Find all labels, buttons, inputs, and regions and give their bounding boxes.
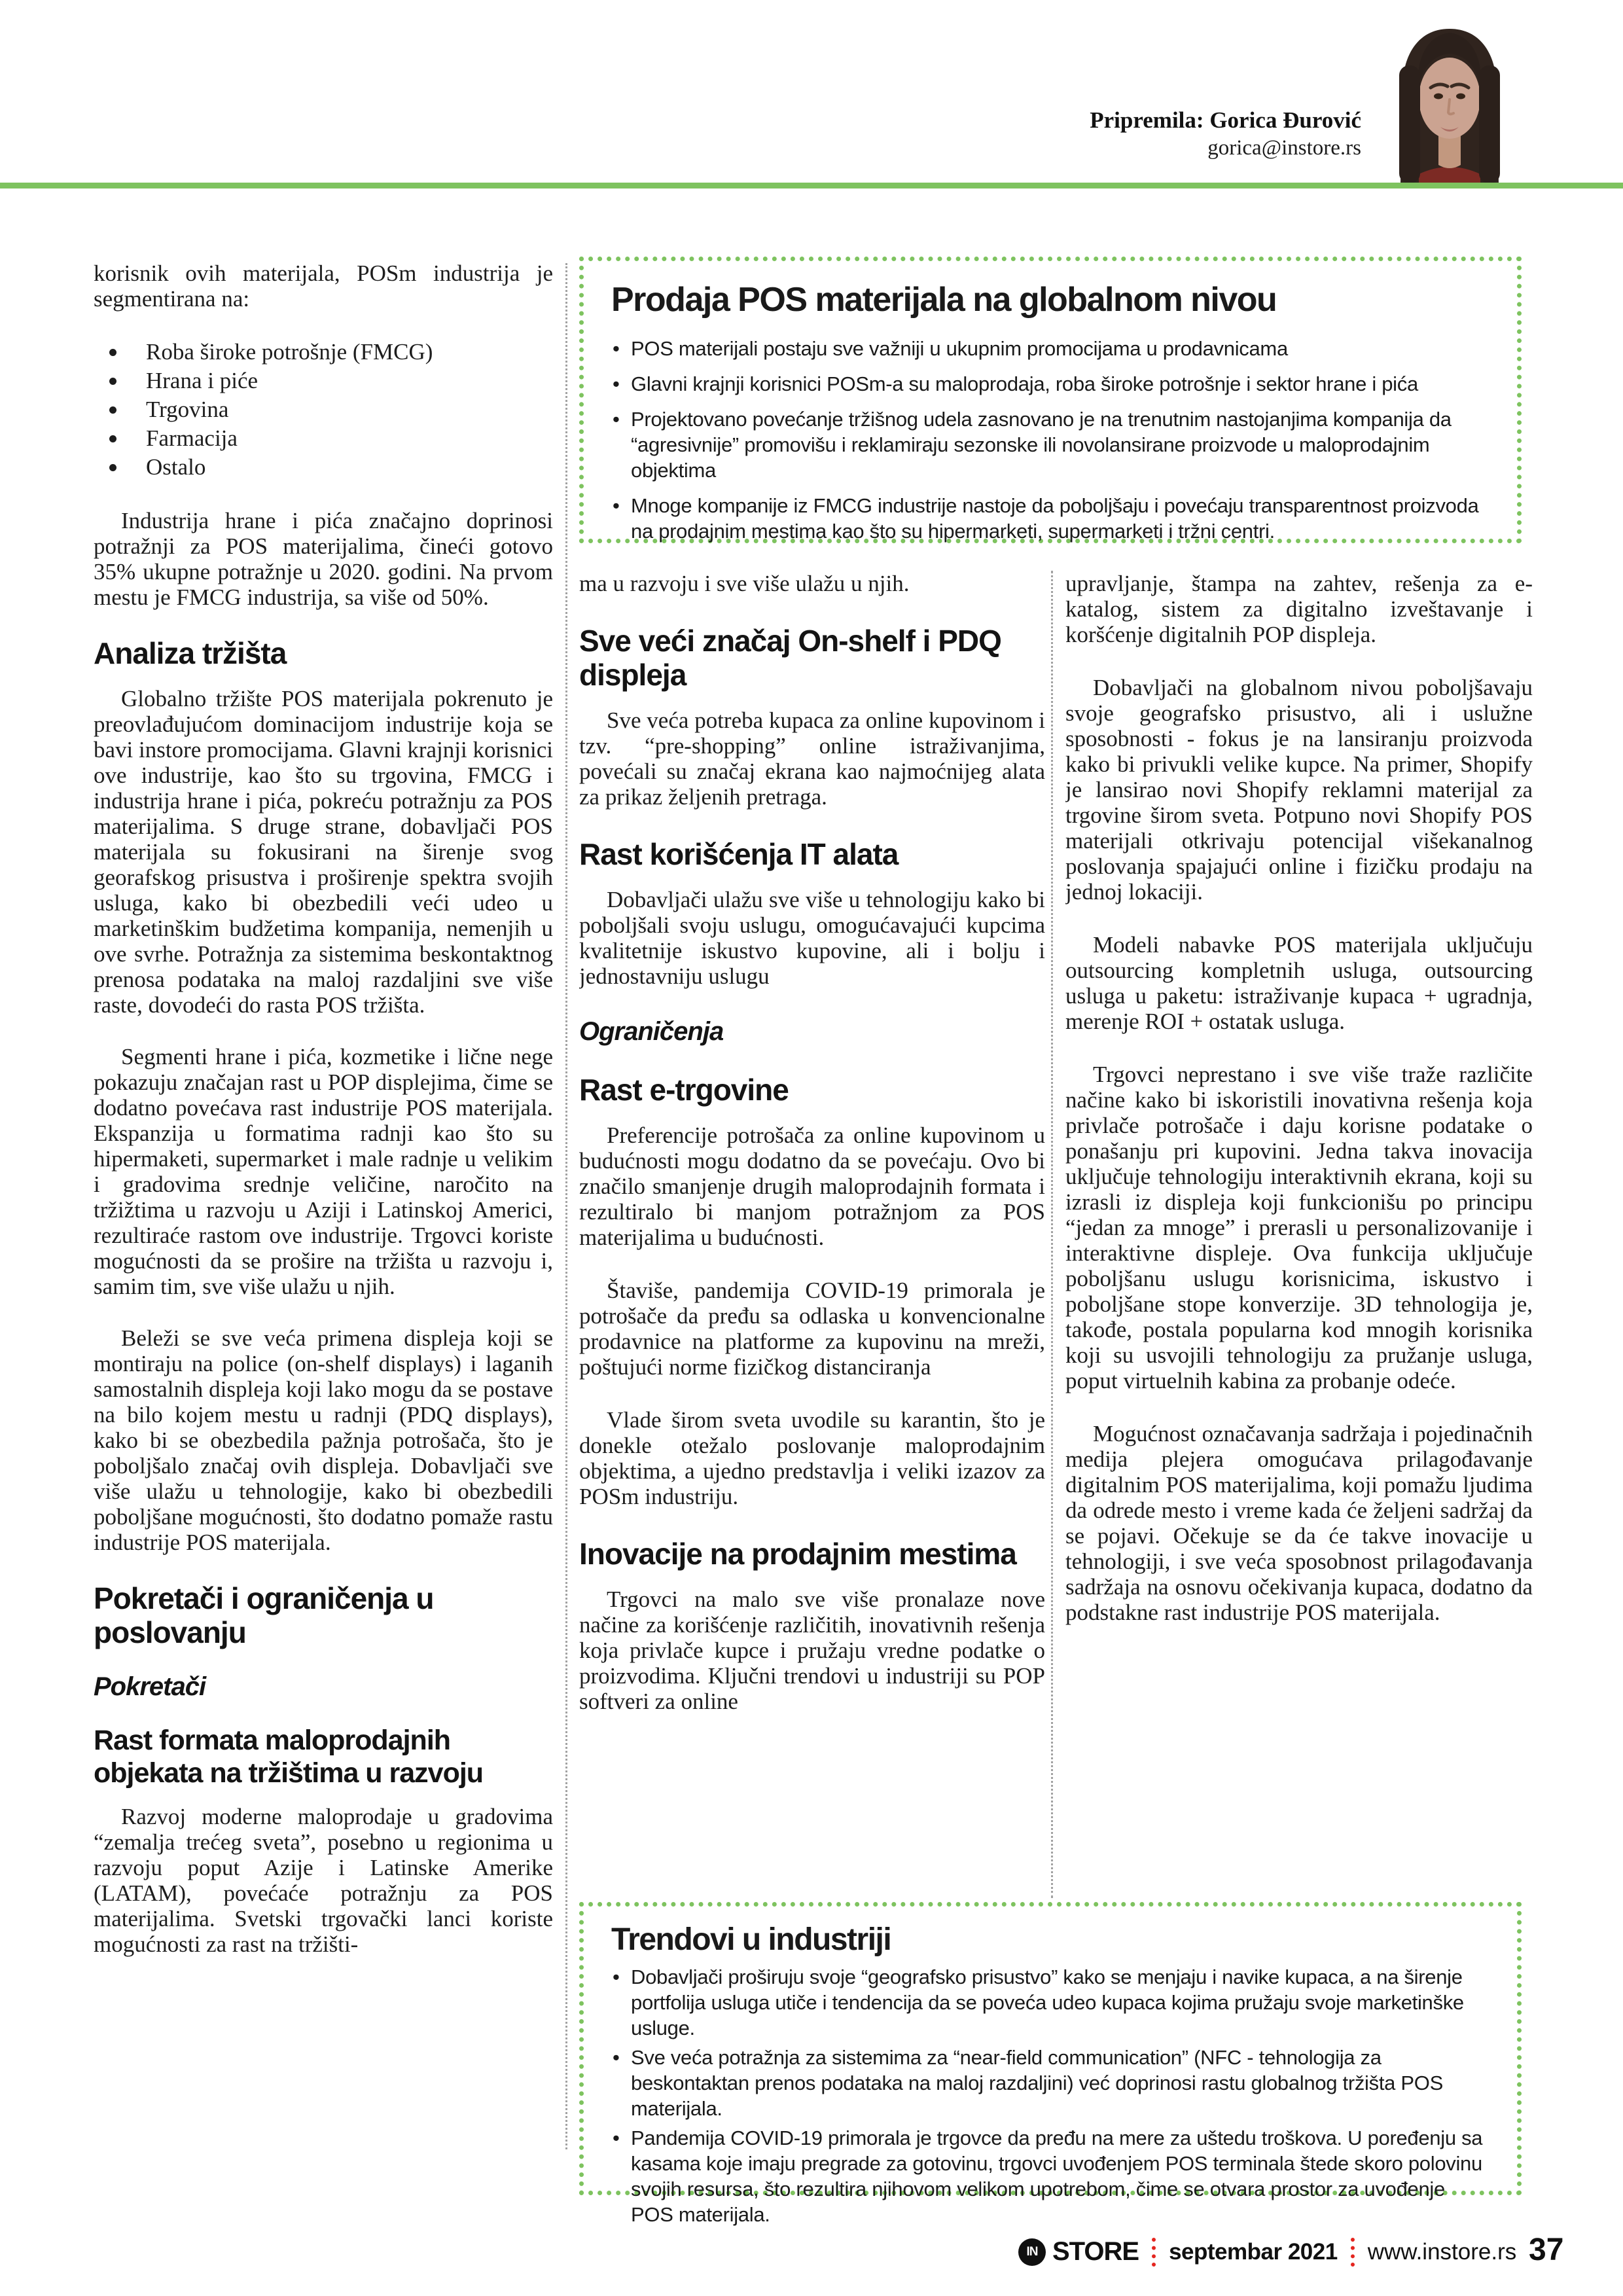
paragraph: Sve veća potreba kupaca za online kupovinom i tzv. “pre-shopping” online istraživanjima, povećali su značaj ekrana kao najmoćnijeg alata za prikaz željenih pretraga. bbox=[579, 708, 1045, 810]
list-item: Trgovina bbox=[94, 395, 553, 424]
brand-name: STORE bbox=[1052, 2237, 1139, 2266]
list-item: Farmacija bbox=[94, 424, 553, 453]
box-bullet: • Dobavljači proširuju svoje “geografsko prisustvo” kako se menjaju i navike kupaca, a na širenje portfolija usluga utiče i tendencija da se poveća udeo kupaca kojima pružaju svoje marketinške usluge. bbox=[611, 1964, 1489, 2041]
page-footer bbox=[1018, 2237, 1516, 2267]
byline-author: Pripremila: Gorica Đurović bbox=[1090, 107, 1361, 133]
issue-date: septembar 2021 bbox=[1169, 2238, 1338, 2265]
segment-list bbox=[94, 338, 553, 482]
paragraph: Beleži se sve veća primena displeja koji se montiraju na police (on-shelf displays) i laganih samostalnih displeja koji lako mogu da se postave na bilo kojem mestu u radnji (PDQ displays), kako bi se obezbedila pažnja potrošača, što je poboljšalo značaj ovih displeja. Dobavljači sve više ulažu u tehnologije, kako bi obezbedili poboljšane mogućnosti, što dodatno pomaže rastu industrije POS materijala. bbox=[94, 1325, 553, 1555]
paragraph: Globalno tržište POS materijala pokrenuto je preovlađujućom dominacijom industrije koja se bavi instore promocijama. Glavni krajnji korisnici ove industrije, kao što su trgovina, FMCG i industrija hrane i pića, pokreću potražnju za POS materijalima. S druge strane, dobavljači POS materijala su fokusirani na širenje svog georafskog prisustva i proširenje spektra svojih usluga, kako bi obezbedili veći udeo u marketinškim budžetima kompanija, nemenjih u ove svrhe. Potražnja za sistemima beskontaktnog prenosa podataka na maloj razdaljini sve više raste, dovodeći do rasta POS tržišta. bbox=[94, 686, 553, 1018]
section-heading-pokretaci-i-ogranicenja: Pokretači i ograničenja u poslovanju bbox=[94, 1581, 434, 1649]
article-column-left bbox=[94, 260, 553, 2152]
section-heading-rast-etrgovine: Rast e-trgovine bbox=[579, 1073, 789, 1107]
box-bullet: • Mnoge kompanije iz FMCG industrije nastoje da poboljšaju i povećaju transparentnost proizvoda na prodajnim mestima kao što su hipermarketi, supermarketi i tržni centri. bbox=[611, 493, 1489, 544]
paragraph: Razvoj moderne maloprodaje u gradovima “zemalja trećeg sveta”, posebno u regionima u razvoju poput Azije i Latinske Amerike (LATAM), povećaće potražnju za POS materijalima. Svetski trgovački lanci koriste mogućnosti za rast na tržišti- bbox=[94, 1804, 553, 1957]
portrait-photo-image bbox=[1383, 22, 1516, 183]
section-heading-it-alata: Rast korišćenja IT alata bbox=[579, 837, 899, 871]
subheading-ogranicenja: Ograničenja bbox=[579, 1017, 724, 1046]
paragraph-continuation: upravljanje, štampa na zahtev, rešenja za e-katalog, sistem za digitalno izveštavanje i koršćenje digitalnih POP displeja. bbox=[1065, 571, 1533, 647]
list-item: Hrana i piće bbox=[94, 367, 553, 395]
paragraph: Segmenti hrane i pića, kozmetike i lične nege pokazuju značajan rast u POP displejima, čime se dodatno povećava rast industrije POS materijala. Ekspanzija u formatima radnji kao što su hipermaketi, supermarket i male radnje u velikim i gradovima srednje veličine, naročito na tržižtima u razvoju u Aziji i Latinskoj Americi, rezultiraće rastom ove industrije. Trgovci koriste mogućnosti da se prošire na tržišta u razvoju i, samim tim, sve više ulažu u njih. bbox=[94, 1044, 553, 1299]
box-bullet: • Sve veća potražnja za sistemima za “near-field communication” (NFC - tehnologija za beskontaktan prenos podataka na maloj razdaljini) već doprinosi rastu globalnog tržišta POS materijala. bbox=[611, 2045, 1489, 2121]
box-bullet-list bbox=[611, 1964, 1489, 2227]
box-bullet: • POS materijali postaju sve važniji u ukupnim promocijama u prodavnicama bbox=[611, 336, 1489, 361]
section-heading-onshelf-pdq: Sve veći značaj On-shelf i PDQ displeja bbox=[579, 624, 1001, 692]
paragraph-intro: korisnik ovih materijala, POSm industrija je segmentirana na: bbox=[94, 260, 553, 312]
dotted-separator-icon bbox=[1351, 2238, 1355, 2267]
paragraph: Trgovci na malo sve više pronalaze nove načine za korišćenje različitih, inovativnih rešenja koja privlače kupce i pružaju vredne podatke o proizvodima. Ključni trendovi u industriji su POP softveri za online bbox=[579, 1587, 1045, 1714]
section-heading-analiza-trzista: Analiza tržišta bbox=[94, 636, 287, 670]
box-bullet-list bbox=[611, 336, 1489, 544]
byline-email: gorica@instore.rs bbox=[1207, 136, 1361, 160]
paragraph: Vlade širom sveta uvodile su karantin, što je donekle otežalo poslovanje maloprodajnim objektima, a ujedno predstavlja i veliki izazov za POSm industriju. bbox=[579, 1407, 1045, 1509]
paragraph: Preferencije potrošača za online kupovinom u budućnosti mogu dodatno da se povećaju. Ovo bi značilo smanjenje drugih maloprodajnih formata i rezultiralo bi manjom potražnjom za POS materijalima u budućnosti. bbox=[579, 1122, 1045, 1250]
page-number: 37 bbox=[1529, 2233, 1564, 2267]
column-divider bbox=[1051, 571, 1053, 1898]
box-bullet: • Projektovano povećanje tržišnog udela zasnovano je na trenutnim nastojanjima kompanija da “agresivnije” promovišu i reklamiraju sezonske ili novolansirane proizvode u maloprodajnim objektima bbox=[611, 406, 1489, 483]
list-item: Ostalo bbox=[94, 453, 553, 482]
box-bullet: • Pandemija COVID-19 primorala je trgovce da pređu na mere za uštedu troškova. U poređenju sa kasama koje imaju pregrade za gotovinu, trgovci uvođenjem POS terminala štede skoro polovinu svojih resursa, što rezultira njihovom velikom upotrebom, čime se otvara prostor za uvođenje POS materijala. bbox=[611, 2125, 1489, 2227]
list-item: Roba široke potrošnje (FMCG) bbox=[94, 338, 553, 367]
dotted-separator-icon bbox=[1152, 2238, 1156, 2267]
paragraph: Mogućnost označavanja sadržaja i pojedinačnih medija plejera omogućava prilagođavanje digitalnim POS materijalima, koji pomažu ljudima da odrede mesto i vreme kada će željeni sadržaj da se pojavi. Očekuje se da će takve inovacije u tehnologiji, i sve veća sposobnost prilagođavanja sadržaja na osnovu očekivanja kupaca, dodatno da podstakne rast industrije POS materijala. bbox=[1065, 1421, 1533, 1625]
subheading-rast-formata: Rast formata maloprodajnih objekata na tržištima u razvoju bbox=[94, 1725, 484, 1789]
paragraph: Štaviše, pandemija COVID-19 primorala je potrošače da pređu sa odlaska u konvencionalne prodavnice na platforme za kupovinu na mreži, poštujući norme fizičkog distanciranja bbox=[579, 1278, 1045, 1380]
instore-logo-icon: IN bbox=[1018, 2238, 1046, 2266]
article-column-middle bbox=[579, 571, 1045, 1895]
subheading-pokretaci: Pokretači bbox=[94, 1672, 206, 1701]
article-column-right bbox=[1065, 571, 1533, 1895]
box-title: Prodaja POS materijala na globalnom nivou bbox=[611, 281, 1277, 319]
green-divider-line bbox=[0, 183, 1623, 188]
paragraph: Industrija hrane i pića značajno doprinosi potražnji za POS materijalima, čineći gotovo 35% ukupne potražnje u 2020. godini. Na prvom mestu je FMCG industrija, sa više od 50%. bbox=[94, 508, 553, 610]
column-divider bbox=[565, 263, 567, 2149]
paragraph: Dobavljači na globalnom nivou poboljšavaju svoje geografsko prisustvo, ali i uslužne sposobnosti - fokus je na lansiranju proizvoda kako bi privukli velike kupce. Na primer, Shopify je lansirao novi Shopify reklamni materijal za trgovine širom sveta. Potpuno novi Shopify POS materijali otkrivaju potencijal višekanalnog poslovanja spajajući online i fizičku prodaju na jednoj lokaciji. bbox=[1065, 675, 1533, 905]
box-bullet: • Glavni krajnji korisnici POSm-a su maloprodaja, roba široke potrošnje i sektor hrane i pića bbox=[611, 371, 1489, 397]
paragraph: Dobavljači ulažu sve više u tehnologiju kako bi poboljšali svoju uslugu, omogućavajući kupcima kvalitetnije iskustvo kupovine, ali i bolju i jednostavniju uslugu bbox=[579, 887, 1045, 989]
byline bbox=[1090, 106, 1361, 161]
highlight-box-global-pos-sales bbox=[579, 257, 1522, 543]
paragraph: Trgovci neprestano i sve više traže različite načine kako bi iskoristili inovativna rešenja koja privlače potrošače i daju korisne podatake o ponašanju pri kupovini. Jedna takva inovacija uključuje tehnologiju interaktivnih ekrana, koji su izrasli iz displeja koji funkcionišu po principu “jedan za mnoge” i prerasli u personalizovanije i interaktivne displeje. Ova funkcija uključuje poboljšanu uslugu korisnicima, iskustvo i poboljšane stope konverzije. 3D tehnologija je, takođe, postala popularna kod mnogih korisnika koji su usvojili tehnologiju za pružanje usluga, poput virtuelnih kabina za probanje odeće. bbox=[1065, 1062, 1533, 1393]
website-url: www.instore.rs bbox=[1367, 2238, 1517, 2265]
author-photo bbox=[1383, 22, 1516, 183]
highlight-box-industry-trends bbox=[579, 1902, 1522, 2226]
paragraph: Modeli nabavke POS materijala uključuju outsourcing kompletnih usluga, outsourcing usluga u paketu: istraživanje kupaca + ugradnja, merenje ROI + ostatak usluga. bbox=[1065, 932, 1533, 1034]
box-title: Trendovi u industriji bbox=[611, 1922, 891, 1957]
paragraph-continuation: ma u razvoju i sve više ulažu u njih. bbox=[579, 571, 910, 596]
section-heading-inovacije: Inovacije na prodajnim mestima bbox=[579, 1537, 1016, 1571]
instore-brand bbox=[1018, 2237, 1139, 2267]
